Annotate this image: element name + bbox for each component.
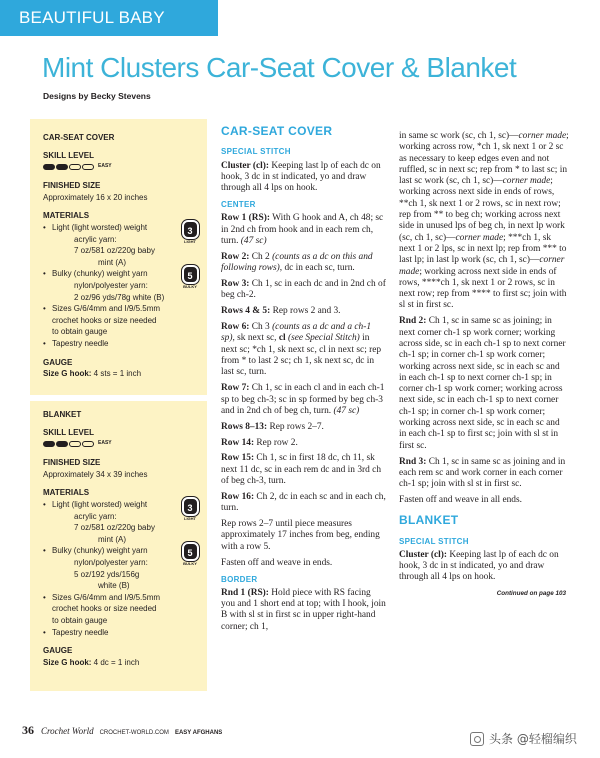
- instructions-column-2: [399, 131, 569, 600]
- row-label: Row 16:: [221, 491, 255, 502]
- stitch-count: (47 sc): [238, 235, 267, 246]
- row-label: Rows 8–13:: [221, 421, 268, 432]
- row-label: Rnd 2:: [399, 316, 427, 327]
- stitch-count: (47 sc): [331, 405, 360, 416]
- row-text: Ch 1, sc in first 18 dc, ch 11, sk next 11 dc, sc in each rem dc and in 3rd ch of beg ch-3, turn.: [221, 453, 382, 487]
- row-text: Ch 1, sc in same sc as joining and in each rem sc and work corner in each corner ch-1 sp; join with sl st in first sc.: [399, 456, 566, 490]
- row-note: corner made: [455, 232, 504, 243]
- designer-credit: Designs by Becky Stevens: [43, 91, 151, 101]
- skill-meter: [43, 161, 203, 173]
- row-note: (counts as a dc on this and following rows): [221, 251, 373, 274]
- row-label: Rows 4 & 5:: [221, 306, 271, 317]
- material-text: nylon/polyester yarn:: [74, 280, 148, 290]
- row-label: Row 7:: [221, 383, 250, 394]
- term: Cluster (cl):: [221, 160, 269, 171]
- material-text: 7 oz/581 oz/220g baby: [74, 523, 155, 533]
- skill-bar-filled: [43, 441, 55, 447]
- row-text: in same sc work (sc, ch 1, sc)—: [399, 131, 519, 141]
- row-text: Hold piece with RS facing you and 1 short end at top; with I hook, join B with sl st in first sc in upper right-hand corner; ch 1,: [221, 587, 386, 632]
- row-instruction: [221, 422, 387, 433]
- yarn-weight-number: 3: [182, 497, 199, 516]
- material-text: 5 oz/192 yds/156g: [74, 569, 140, 579]
- material-text: 7 oz/581 oz/220g baby: [74, 246, 155, 256]
- material-text: • Light (light worsted) weight: [52, 499, 148, 509]
- blanket-materials: [43, 409, 203, 668]
- skill-bar-filled: [56, 164, 68, 170]
- subsection-heading: SPECIAL STITCH: [221, 147, 291, 157]
- paragraph: Fasten off and weave in all ends.: [399, 494, 522, 505]
- row-label: Rnd 1 (RS):: [221, 587, 269, 598]
- finished-size-value: Approximately 16 x 20 inches: [43, 192, 148, 202]
- paragraph: Fasten off and weave in ends.: [221, 557, 333, 568]
- page-number: 36: [22, 723, 34, 737]
- row-note: (see Special Stitch): [285, 333, 360, 344]
- row-text: in next sc; *ch 1, sk next sc, cl in next sc; rep from * to last 2 sc; ch 1, sk next sc, dc in last sc, turn.: [221, 333, 382, 378]
- yarn-weight-light-icon: [179, 220, 201, 245]
- watermark-text: 头条 @轻榴编织: [489, 732, 577, 746]
- row-text: Ch 1, sc in each dc and in 2nd ch of beg ch-2.: [221, 279, 386, 301]
- material-text: white (B): [98, 581, 130, 591]
- row-instruction: [221, 322, 387, 378]
- row-text: ; working across next side in ends of rows, ****ch 1, sk next 1 or 2 rows, sc in next row; rep from **** to first sc; join with sl st in first sc.: [399, 266, 567, 311]
- list-item: [43, 222, 203, 268]
- list-item: [43, 268, 203, 303]
- sidebar-heading: BLANKET: [43, 410, 82, 419]
- material-text: nylon/polyester yarn:: [74, 557, 148, 567]
- row-text: Ch 1, sc in each cl and in each ch-1 sp to beg ch-3; sc in sp formed by beg ch-3 and in 2nd ch of beg ch, turn.: [221, 383, 385, 416]
- material-text: crochet hooks or size needed: [52, 604, 157, 614]
- material-text: • Bulky (chunky) weight yarn: [52, 546, 148, 556]
- skill-bar-empty: [69, 164, 81, 170]
- gauge-text: 4 dc = 1 inch: [91, 657, 140, 667]
- skill-bar-empty: [82, 164, 94, 170]
- yarn-weight-label: LIGHT: [184, 515, 196, 521]
- skill-meter: [43, 438, 203, 450]
- continued-note: Continued on page 103: [496, 590, 566, 598]
- finished-size-value: Approximately 34 x 39 inches: [43, 469, 148, 479]
- skill-level-label: SKILL LEVEL: [43, 150, 94, 160]
- section-heading: BLANKET: [399, 513, 459, 528]
- row-label: Row 6:: [221, 322, 250, 333]
- row-text: ; ***ch 1, sk next 1 or 2 lps, sc in next lp; rep from *** to last lp; in last lp work (sc, ch 1, sc)—: [399, 232, 567, 266]
- stitch-abbrev: cl: [278, 333, 286, 344]
- row-note: corner made: [502, 176, 551, 187]
- row-instruction: [221, 588, 387, 633]
- materials-list: [43, 499, 203, 638]
- row-text: Ch 2: [249, 251, 273, 262]
- row-text: With G hook and A, ch 48; sc in 2nd ch from hook and in each rem ch, turn.: [221, 213, 384, 246]
- skill-bar-empty: [69, 441, 81, 447]
- row-instruction: [221, 438, 387, 449]
- material-text: acrylic yarn:: [74, 511, 117, 521]
- skill-level-value: EASY: [98, 163, 112, 170]
- material-text: • Tapestry needle: [52, 627, 109, 637]
- list-item: [43, 338, 203, 350]
- row-text: Ch 1, sc in same sc as joining; in next corner ch-1 sp work corner; working across side, sc in each ch-1 sp to next corner ch-1 sp; in corner ch-1 sp work corner; working across next side, sc in each sc and in each ch-1 sp to next corner ch-1 sp; in corner ch-1 sp work corner; working across next side, sc in each ch-1 sp to next corner ch-1 sp; in corner ch-1 sp work corner; working across next side, sc in each sc and in each ch-1 sp to first sc; join with sl st in first sc.: [399, 316, 566, 451]
- page-title: Mint Clusters Car-Seat Cover & Blanket: [42, 52, 517, 83]
- materials-list: [43, 222, 203, 350]
- list-item: [43, 499, 203, 545]
- material-text: • Sizes G/6/4mm and I/9/5.5mm: [52, 304, 161, 314]
- materials-label: MATERIALS: [43, 211, 90, 221]
- skill-level-label: SKILL LEVEL: [43, 427, 94, 437]
- subsection-heading: SPECIAL STITCH: [399, 536, 469, 546]
- definition-text: Keeping last lp of each dc on hook, 3 dc in st indicated, yo and draw through all 4 lps on hook.: [399, 549, 559, 583]
- row-instruction: [221, 453, 387, 487]
- row-label: Row 3:: [221, 279, 250, 290]
- gauge-key: Size G hook:: [43, 369, 92, 379]
- car-seat-materials: [43, 132, 203, 380]
- sidebar-divider: [30, 395, 207, 401]
- sidebar-heading: CAR-SEAT COVER: [43, 133, 115, 142]
- watermark: [470, 730, 577, 747]
- gauge-label: GAUGE: [43, 357, 73, 367]
- subsection-heading: BORDER: [221, 574, 258, 584]
- row-note: corner made: [518, 131, 567, 141]
- finished-size-label: FINISHED SIZE: [43, 458, 101, 468]
- yarn-weight-number: 5: [182, 265, 199, 284]
- yarn-weight-label: LIGHT: [184, 238, 196, 244]
- gauge-value: [43, 657, 203, 669]
- yarn-weight-light-icon: [179, 497, 201, 522]
- skill-bar-empty: [82, 441, 94, 447]
- watermark-logo-icon: [470, 732, 484, 746]
- row-instruction: [399, 316, 569, 452]
- material-text: acrylic yarn:: [74, 234, 117, 244]
- row-instruction: [221, 383, 387, 417]
- finished-size-label: FINISHED SIZE: [43, 181, 101, 191]
- row-label: Row 1 (RS):: [221, 213, 270, 224]
- row-text: Rep rows 2–7.: [267, 421, 324, 432]
- subsection-heading: CENTER: [221, 200, 256, 210]
- yarn-weight-label: BULKY: [183, 284, 197, 290]
- row-instruction: [221, 213, 387, 247]
- yarn-weight-number: 5: [182, 542, 199, 561]
- row-label: Row 2:: [221, 251, 250, 262]
- section-banner: BEAUTIFUL BABY: [0, 0, 218, 36]
- materials-label: MATERIALS: [43, 488, 90, 498]
- row-text: Ch 3: [249, 322, 273, 333]
- row-text: ; working across row, *ch 1, sk next 1 or 2 sc as necessary to keep edges even and not ruffled, sc in next sc; rep from * to last sc; in last sc work (sc, ch 1, sc)—: [399, 131, 569, 187]
- material-text: mint (A): [98, 257, 126, 267]
- stitch-definition: [399, 550, 569, 584]
- yarn-weight-number: 3: [182, 220, 199, 239]
- material-text: 2 oz/96 yds/78g white (B): [74, 292, 165, 302]
- row-note: (counts as a dc and a ch-1 sp): [221, 322, 372, 344]
- row-text: , dc in each sc, turn.: [279, 263, 355, 274]
- row-text: Rep row 2.: [254, 437, 298, 448]
- list-item: [43, 592, 203, 627]
- section-heading: CAR-SEAT COVER: [221, 124, 333, 138]
- row-text: ; working across next side in ends of rows, **ch 1, sk next 1 or 2 rows, sc in next row; rep from ** to beg ch; working across next side in unused lps of beg ch, in next lp work (sc, ch 1, sc)—: [399, 176, 565, 243]
- row-instruction: [399, 131, 569, 312]
- definition-text: Keeping last lp of each dc on hook, 3 dc in st indicated, yo and draw through all 4 lps on hook.: [221, 160, 381, 194]
- row-text: , sk next sc,: [232, 333, 279, 344]
- magazine-name: Crochet World: [41, 726, 94, 736]
- footer-section: EASY AFGHANS: [174, 730, 223, 736]
- row-label: Row 15:: [221, 453, 255, 464]
- gauge-label: GAUGE: [43, 646, 73, 656]
- list-item: [43, 627, 203, 639]
- row-text: Ch 2, dc in each sc and in each ch, turn.: [221, 491, 386, 514]
- skill-bar-filled: [43, 164, 55, 170]
- skill-level-value: EASY: [98, 440, 112, 447]
- yarn-weight-label: BULKY: [183, 561, 197, 567]
- gauge-value: [43, 368, 203, 380]
- material-text: to obtain gauge: [52, 327, 108, 337]
- row-instruction: [221, 279, 387, 302]
- list-item: [43, 545, 203, 591]
- skill-bar-filled: [56, 441, 68, 447]
- row-label: Rnd 3:: [399, 456, 427, 467]
- term: Cluster (cl):: [399, 549, 447, 560]
- gauge-key: Size G hook:: [43, 657, 92, 667]
- material-text: mint (A): [98, 534, 126, 544]
- material-text: to obtain gauge: [52, 615, 108, 625]
- material-text: crochet hooks or size needed: [52, 315, 157, 325]
- row-instruction: [221, 252, 387, 275]
- magazine-url: CROCHET-WORLD.COM: [99, 730, 169, 736]
- material-text: • Sizes G/6/4mm and I/9/5.5mm: [52, 592, 161, 602]
- material-text: • Light (light worsted) weight: [52, 222, 148, 232]
- row-label: Row 14:: [221, 437, 255, 448]
- material-text: • Tapestry needle: [52, 338, 109, 348]
- row-note: corner made: [399, 255, 565, 277]
- yarn-weight-bulky-icon: [179, 265, 201, 290]
- stitch-definition: [221, 161, 387, 195]
- list-item: [43, 303, 203, 338]
- row-instruction: [221, 306, 387, 317]
- instructions-column-1: [221, 126, 387, 638]
- row-instruction: [399, 457, 569, 491]
- row-instruction: [221, 492, 387, 515]
- paragraph: Rep rows 2–7 until piece measures approximately 17 inches from beg, ending with a row 5.: [221, 519, 380, 552]
- yarn-weight-bulky-icon: [179, 542, 201, 567]
- material-text: • Bulky (chunky) weight yarn: [52, 269, 148, 279]
- row-text: Rep rows 2 and 3.: [270, 306, 341, 317]
- gauge-text: 4 sts = 1 inch: [91, 369, 142, 379]
